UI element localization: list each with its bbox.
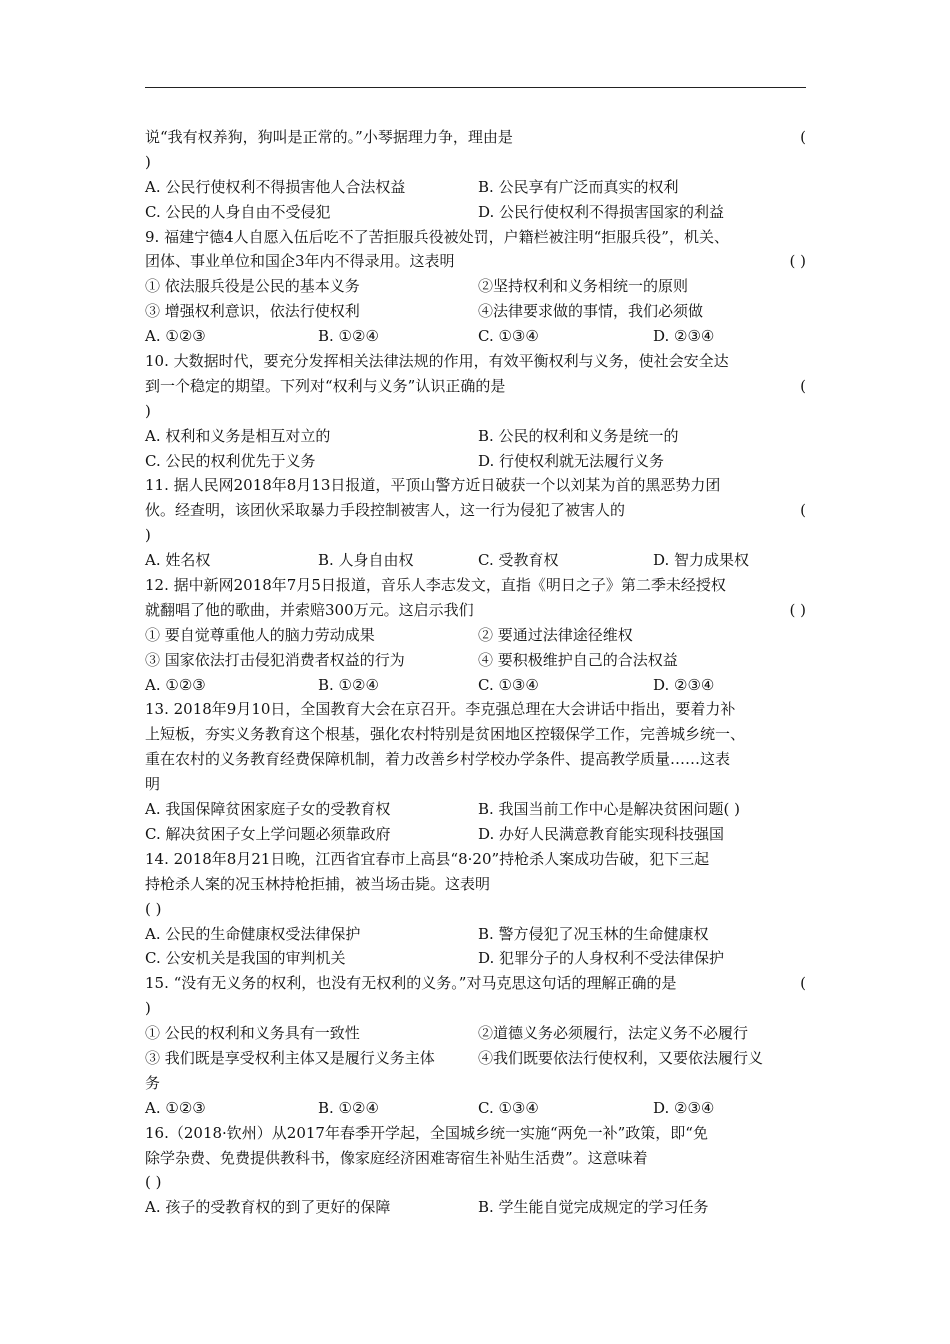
question-line	[145, 498, 806, 523]
question-line	[145, 349, 806, 374]
option-c: C. ①③④	[478, 675, 539, 694]
question-line	[145, 573, 806, 598]
answer-bracket: (	[800, 128, 806, 146]
option-row	[145, 274, 806, 299]
option-left: A. 权利和义务是相互对立的	[145, 426, 331, 445]
option-row	[145, 175, 806, 200]
line-text: 伙。经查明，该团伙采取暴力手段控制被害人，这一行为侵犯了被害人的	[145, 501, 626, 520]
question-line	[145, 872, 806, 897]
line-text: )	[145, 152, 151, 171]
option-right: ②坚持权利和义务相统一的原则	[478, 277, 689, 296]
question-line	[145, 772, 806, 797]
option-row	[145, 324, 806, 349]
question-line	[145, 150, 806, 175]
question-line	[145, 523, 806, 548]
question-line	[145, 697, 806, 722]
line-text: )	[145, 526, 151, 545]
line-text: 说“我有权养狗，狗叫是正常的。”小琴据理力争，理由是	[145, 128, 513, 146]
option-left: ① 依法服兵役是公民的基本义务	[145, 277, 360, 296]
option-left: A. 孩子的受教育权的到了更好的保障	[145, 1198, 391, 1217]
option-right: B. 公民享有广泛而真实的权利	[478, 177, 679, 196]
line-text: ( )	[145, 1173, 162, 1192]
line-text: 务	[145, 1073, 161, 1092]
line-text: )	[145, 999, 151, 1018]
line-text: 团体、事业单位和国企3年内不得录用。这表明	[145, 252, 455, 271]
option-a: A. ①②③	[145, 1098, 206, 1117]
option-row	[145, 673, 806, 698]
question-line	[145, 747, 806, 772]
option-row	[145, 299, 806, 324]
option-left: C. 公民的人身自由不受侵犯	[145, 202, 331, 221]
line-text: 到一个稳定的期望。下列对“权利与义务”认识正确的是	[145, 376, 506, 395]
question-line	[145, 897, 806, 922]
answer-bracket: ( )	[789, 252, 806, 271]
line-text: )	[145, 401, 151, 420]
option-right: ④ 要积极维护自己的合法权益	[478, 650, 678, 669]
question-line	[145, 374, 806, 399]
line-text: 14. 2018年8月21日晚，江西省宜春市上高县“8·20”持枪杀人案成功告破，犯下三起	[145, 849, 710, 868]
line-text: 13. 2018年9月10日，全国教育大会在京召开。李克强总理在大会讲话中指出，要着力补	[145, 700, 736, 719]
answer-bracket: ( )	[789, 600, 806, 619]
option-b: B. ①②④	[318, 1098, 379, 1117]
option-c: C. ①③④	[478, 1098, 539, 1117]
question-line	[145, 1170, 806, 1195]
option-right: B. 公民的权利和义务是统一的	[478, 426, 679, 445]
option-left: ③ 国家依法打击侵犯消费者权益的行为	[145, 650, 405, 669]
option-left: C. 解决贫困子女上学问题必须靠政府	[145, 824, 391, 843]
option-d: D. 智力成果权	[653, 551, 750, 570]
line-text: 16.（2018·钦州）从2017年春季开学起，全国城乡统一实施“两免一补”政策，即“免	[145, 1123, 708, 1142]
question-line	[145, 125, 806, 150]
option-left: A. 公民的生命健康权受法律保护	[145, 924, 361, 943]
option-right: ④法律要求做的事情，我们必须做	[478, 302, 704, 321]
option-b: B. 人身自由权	[318, 551, 414, 570]
question-line	[145, 722, 806, 747]
option-c: C. 受教育权	[478, 551, 559, 570]
line-text: 明	[145, 775, 161, 794]
option-left: C. 公民的权利优先于义务	[145, 451, 316, 470]
option-a: A. ①②③	[145, 675, 206, 694]
option-row	[145, 946, 806, 971]
question-line	[145, 1121, 806, 1146]
option-left: ③ 我们既是享受权利主体又是履行义务主体	[145, 1048, 435, 1067]
line-text: ( )	[145, 899, 162, 918]
question-line	[145, 399, 806, 424]
option-row	[145, 449, 806, 474]
option-b: B. ①②④	[318, 327, 379, 346]
option-right: B. 学生能自觉完成规定的学习任务	[478, 1198, 709, 1217]
option-row	[145, 200, 806, 225]
line-text: 15. “没有无义务的权利，也没有无权利的义务。”对马克思这句话的理解正确的是	[145, 974, 677, 993]
option-right: D. 行使权利就无法履行义务	[478, 451, 665, 470]
option-right: D. 办好人民满意教育能实现科技强国	[478, 824, 725, 843]
option-a: A. 姓名权	[145, 551, 211, 570]
question-line	[145, 249, 806, 274]
option-row	[145, 548, 806, 573]
option-left: A. 我国保障贫困家庭子女的受教育权	[145, 800, 391, 819]
option-right: B. 我国当前工作中心是解决贫困问题( )	[478, 800, 741, 819]
option-left: ① 公民的权利和义务具有一致性	[145, 1024, 360, 1043]
option-a: A. ①②③	[145, 327, 206, 346]
option-row	[145, 648, 806, 673]
line-text: 除学杂费、免费提供教科书，像家庭经济困难寄宿生补贴生活费”。这意味着	[145, 1148, 648, 1167]
exam-page	[145, 125, 806, 1220]
question-line	[145, 598, 806, 623]
option-right: B. 警方侵犯了况玉林的生命健康权	[478, 924, 709, 943]
question-line	[145, 847, 806, 872]
option-right: ② 要通过法律途径维权	[478, 625, 633, 644]
option-row	[145, 1195, 806, 1220]
option-d: D. ②③④	[653, 675, 715, 694]
option-d: D. ②③④	[653, 327, 715, 346]
option-c: C. ①③④	[478, 327, 539, 346]
answer-bracket: (	[800, 974, 806, 993]
option-b: B. ①②④	[318, 675, 379, 694]
answer-bracket: (	[800, 376, 806, 395]
answer-bracket: (	[800, 501, 806, 520]
option-row	[145, 424, 806, 449]
option-row	[145, 1046, 806, 1071]
option-d: D. ②③④	[653, 1098, 715, 1117]
question-line	[145, 1146, 806, 1171]
line-text: 9. 福建宁德4人自愿入伍后吃不了苦拒服兵役被处罚，户籍栏被注明“拒服兵役”，机关、	[145, 227, 729, 246]
line-text: 就翻唱了他的歌曲，并索赔300万元。这启示我们	[145, 600, 474, 619]
question-line	[145, 1071, 806, 1096]
line-text: 重在农村的义务教育经费保障机制，着力改善乡村学校办学条件、提高教学质量……这表	[145, 750, 731, 769]
option-row	[145, 1096, 806, 1121]
line-text: 11. 据人民网2018年8月13日报道，平顶山警方近日破获一个以刘某为首的黑恶势力团	[145, 476, 721, 495]
question-line	[145, 996, 806, 1021]
option-row	[145, 922, 806, 947]
option-right: ②道德义务必须履行，法定义务不必履行	[478, 1024, 749, 1043]
line-text: 10. 大数据时代，要充分发挥相关法律法规的作用，有效平衡权利与义务，使社会安全达	[145, 352, 729, 371]
option-right: ④我们既要依法行使权利，又要依法履行义	[478, 1048, 764, 1067]
option-row	[145, 1021, 806, 1046]
question-line	[145, 225, 806, 250]
option-left: ③ 增强权利意识，依法行使权利	[145, 302, 360, 321]
option-left: ① 要自觉尊重他人的脑力劳动成果	[145, 625, 375, 644]
option-left: A. 公民行使权利不得损害他人合法权益	[145, 177, 406, 196]
option-row	[145, 797, 806, 822]
option-right: D. 公民行使权利不得损害国家的利益	[478, 202, 725, 221]
option-row	[145, 623, 806, 648]
option-row	[145, 822, 806, 847]
question-line	[145, 473, 806, 498]
option-right: D. 犯罪分子的人身权利不受法律保护	[478, 949, 725, 968]
header-rule	[145, 87, 806, 88]
option-left: C. 公安机关是我国的审判机关	[145, 949, 346, 968]
line-text: 上短板，夯实义务教育这个根基，强化农村特别是贫困地区控辍保学工作，完善城乡统一、	[145, 725, 746, 744]
question-line	[145, 971, 806, 996]
line-text: 持枪杀人案的况玉林持枪拒捕，被当场击毙。这表明	[145, 874, 491, 893]
line-text: 12. 据中新网2018年7月5日报道，音乐人李志发文，直指《明日之子》第二季未经授权	[145, 576, 726, 595]
